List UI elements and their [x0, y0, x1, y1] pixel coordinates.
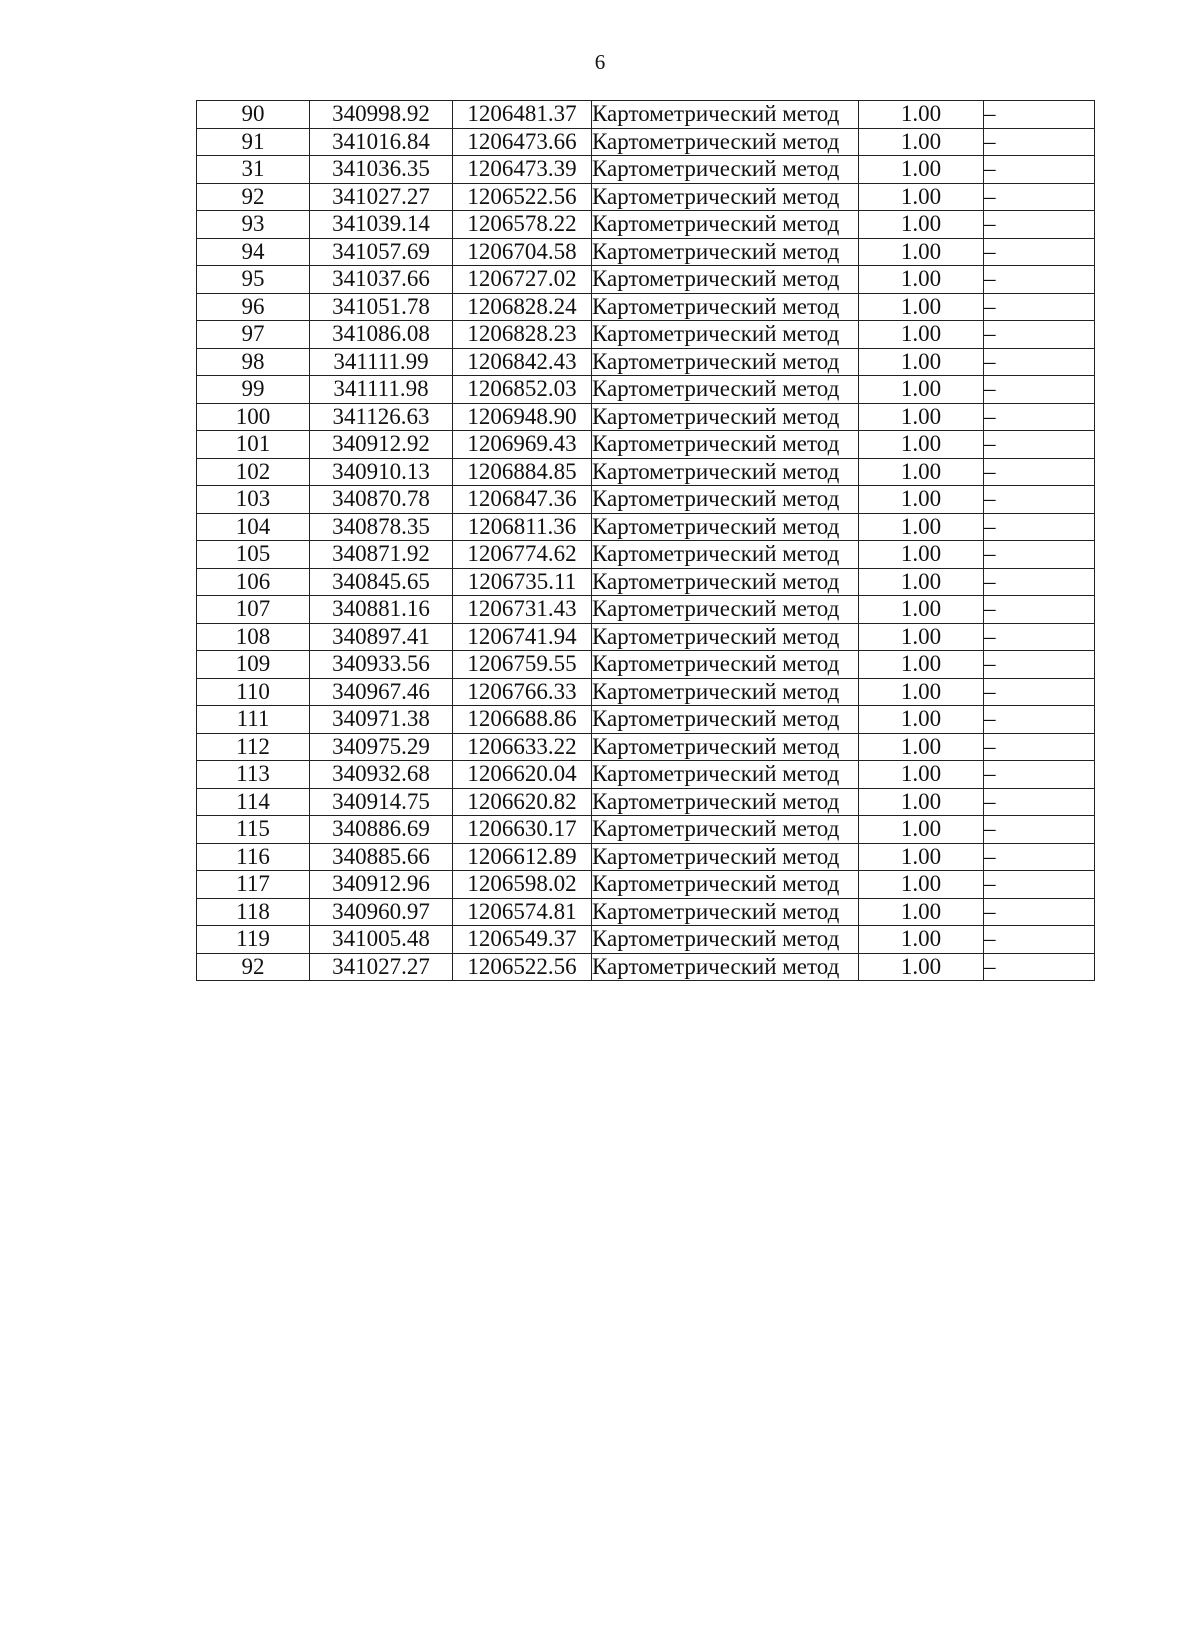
cell-method: Картометрический метод — [592, 211, 859, 239]
cell-method: Картометрический метод — [592, 403, 859, 431]
cell-method: Картометрический метод — [592, 926, 859, 954]
cell-coordinate-x: 341005.48 — [310, 926, 453, 954]
cell-coordinate-x: 340933.56 — [310, 651, 453, 679]
cell-error: 1.00 — [859, 926, 984, 954]
cell-point-number: 97 — [197, 321, 310, 349]
cell-coordinate-y: 1206847.36 — [453, 486, 592, 514]
cell-point-number: 99 — [197, 376, 310, 404]
cell-coordinate-x: 340914.75 — [310, 788, 453, 816]
cell-description: – — [984, 238, 1095, 266]
cell-point-number: 118 — [197, 898, 310, 926]
cell-coordinate-x: 340886.69 — [310, 816, 453, 844]
cell-point-number: 111 — [197, 706, 310, 734]
cell-description: – — [984, 156, 1095, 184]
cell-coordinate-x: 340871.92 — [310, 541, 453, 569]
cell-description: – — [984, 128, 1095, 156]
cell-method: Картометрический метод — [592, 321, 859, 349]
cell-point-number: 103 — [197, 486, 310, 514]
cell-error: 1.00 — [859, 513, 984, 541]
cell-coordinate-x: 341016.84 — [310, 128, 453, 156]
cell-coordinate-x: 340975.29 — [310, 733, 453, 761]
cell-description: – — [984, 788, 1095, 816]
cell-coordinate-x: 340878.35 — [310, 513, 453, 541]
cell-error: 1.00 — [859, 156, 984, 184]
cell-description: – — [984, 266, 1095, 294]
coordinates-table — [196, 100, 1095, 981]
cell-method: Картометрический метод — [592, 788, 859, 816]
cell-method: Картометрический метод — [592, 293, 859, 321]
table-row — [197, 238, 1095, 266]
cell-point-number: 108 — [197, 623, 310, 651]
cell-point-number: 96 — [197, 293, 310, 321]
cell-coordinate-y: 1206735.11 — [453, 568, 592, 596]
table-row — [197, 128, 1095, 156]
table-row — [197, 266, 1095, 294]
table-row — [197, 293, 1095, 321]
cell-description: – — [984, 871, 1095, 899]
cell-coordinate-x: 340845.65 — [310, 568, 453, 596]
cell-error: 1.00 — [859, 953, 984, 981]
cell-error: 1.00 — [859, 623, 984, 651]
table-row — [197, 678, 1095, 706]
cell-description: – — [984, 623, 1095, 651]
cell-coordinate-y: 1206852.03 — [453, 376, 592, 404]
cell-method: Картометрический метод — [592, 486, 859, 514]
cell-error: 1.00 — [859, 266, 984, 294]
cell-coordinate-y: 1206811.36 — [453, 513, 592, 541]
cell-coordinate-x: 340971.38 — [310, 706, 453, 734]
table-row — [197, 596, 1095, 624]
cell-description: – — [984, 706, 1095, 734]
cell-point-number: 109 — [197, 651, 310, 679]
cell-coordinate-y: 1206884.85 — [453, 458, 592, 486]
table-row — [197, 541, 1095, 569]
cell-error: 1.00 — [859, 678, 984, 706]
table-row — [197, 321, 1095, 349]
cell-description: – — [984, 541, 1095, 569]
cell-error: 1.00 — [859, 128, 984, 156]
cell-method: Картометрический метод — [592, 596, 859, 624]
cell-point-number: 117 — [197, 871, 310, 899]
table-row — [197, 651, 1095, 679]
cell-error: 1.00 — [859, 788, 984, 816]
cell-coordinate-y: 1206633.22 — [453, 733, 592, 761]
cell-error: 1.00 — [859, 101, 984, 129]
cell-point-number: 119 — [197, 926, 310, 954]
cell-error: 1.00 — [859, 238, 984, 266]
cell-point-number: 92 — [197, 183, 310, 211]
cell-description: – — [984, 376, 1095, 404]
cell-coordinate-x: 341057.69 — [310, 238, 453, 266]
cell-coordinate-x: 340960.97 — [310, 898, 453, 926]
table-row — [197, 348, 1095, 376]
cell-error: 1.00 — [859, 843, 984, 871]
cell-description: – — [984, 321, 1095, 349]
table-row — [197, 926, 1095, 954]
cell-method: Картометрический метод — [592, 843, 859, 871]
cell-coordinate-x: 341037.66 — [310, 266, 453, 294]
cell-method: Картометрический метод — [592, 761, 859, 789]
table-row — [197, 898, 1095, 926]
cell-coordinate-x: 341086.08 — [310, 321, 453, 349]
cell-method: Картометрический метод — [592, 238, 859, 266]
cell-coordinate-x: 340881.16 — [310, 596, 453, 624]
cell-method: Картометрический метод — [592, 733, 859, 761]
cell-coordinate-y: 1206948.90 — [453, 403, 592, 431]
cell-coordinate-y: 1206473.66 — [453, 128, 592, 156]
cell-error: 1.00 — [859, 568, 984, 596]
table-row — [197, 458, 1095, 486]
cell-point-number: 104 — [197, 513, 310, 541]
cell-description: – — [984, 211, 1095, 239]
cell-point-number: 105 — [197, 541, 310, 569]
table-row — [197, 376, 1095, 404]
cell-coordinate-y: 1206842.43 — [453, 348, 592, 376]
table-row — [197, 788, 1095, 816]
cell-coordinate-x: 341051.78 — [310, 293, 453, 321]
cell-description: – — [984, 898, 1095, 926]
table-row — [197, 486, 1095, 514]
cell-point-number: 91 — [197, 128, 310, 156]
cell-method: Картометрический метод — [592, 816, 859, 844]
cell-description: – — [984, 431, 1095, 459]
cell-description: – — [984, 761, 1095, 789]
page-number: 6 — [594, 50, 606, 74]
cell-error: 1.00 — [859, 403, 984, 431]
cell-coordinate-y: 1206578.22 — [453, 211, 592, 239]
cell-point-number: 101 — [197, 431, 310, 459]
cell-description: – — [984, 953, 1095, 981]
cell-error: 1.00 — [859, 898, 984, 926]
table-row — [197, 431, 1095, 459]
cell-coordinate-y: 1206620.82 — [453, 788, 592, 816]
table-row — [197, 816, 1095, 844]
cell-error: 1.00 — [859, 733, 984, 761]
cell-coordinate-y: 1206688.86 — [453, 706, 592, 734]
cell-method: Картометрический метод — [592, 348, 859, 376]
cell-coordinate-x: 340912.96 — [310, 871, 453, 899]
table-row — [197, 843, 1095, 871]
cell-coordinate-y: 1206630.17 — [453, 816, 592, 844]
cell-method: Картометрический метод — [592, 623, 859, 651]
cell-description: – — [984, 101, 1095, 129]
table-row — [197, 733, 1095, 761]
cell-error: 1.00 — [859, 183, 984, 211]
cell-point-number: 100 — [197, 403, 310, 431]
cell-point-number: 115 — [197, 816, 310, 844]
cell-coordinate-y: 1206766.33 — [453, 678, 592, 706]
cell-point-number: 112 — [197, 733, 310, 761]
cell-point-number: 94 — [197, 238, 310, 266]
cell-coordinate-y: 1206522.56 — [453, 183, 592, 211]
cell-coordinate-y: 1206612.89 — [453, 843, 592, 871]
cell-description: – — [984, 293, 1095, 321]
cell-error: 1.00 — [859, 458, 984, 486]
table-row — [197, 211, 1095, 239]
coordinates-table-body — [197, 101, 1095, 981]
cell-coordinate-y: 1206727.02 — [453, 266, 592, 294]
cell-coordinate-x: 340885.66 — [310, 843, 453, 871]
cell-coordinate-y: 1206620.04 — [453, 761, 592, 789]
cell-method: Картометрический метод — [592, 651, 859, 679]
cell-description: – — [984, 596, 1095, 624]
cell-method: Картометрический метод — [592, 513, 859, 541]
cell-method: Картометрический метод — [592, 128, 859, 156]
cell-point-number: 95 — [197, 266, 310, 294]
table-row — [197, 403, 1095, 431]
table-row — [197, 871, 1095, 899]
cell-description: – — [984, 926, 1095, 954]
cell-method: Картометрический метод — [592, 376, 859, 404]
cell-error: 1.00 — [859, 431, 984, 459]
cell-coordinate-y: 1206473.39 — [453, 156, 592, 184]
cell-point-number: 98 — [197, 348, 310, 376]
cell-coordinate-y: 1206969.43 — [453, 431, 592, 459]
cell-error: 1.00 — [859, 816, 984, 844]
cell-point-number: 106 — [197, 568, 310, 596]
cell-point-number: 92 — [197, 953, 310, 981]
cell-coordinate-y: 1206731.43 — [453, 596, 592, 624]
cell-description: – — [984, 458, 1095, 486]
table-row — [197, 706, 1095, 734]
cell-error: 1.00 — [859, 761, 984, 789]
table-row — [197, 513, 1095, 541]
cell-error: 1.00 — [859, 871, 984, 899]
cell-method: Картометрический метод — [592, 568, 859, 596]
cell-coordinate-x: 340897.41 — [310, 623, 453, 651]
table-row — [197, 623, 1095, 651]
table-row — [197, 761, 1095, 789]
cell-coordinate-y: 1206828.24 — [453, 293, 592, 321]
cell-description: – — [984, 816, 1095, 844]
cell-coordinate-y: 1206549.37 — [453, 926, 592, 954]
cell-coordinate-x: 341039.14 — [310, 211, 453, 239]
cell-point-number: 93 — [197, 211, 310, 239]
cell-method: Картометрический метод — [592, 101, 859, 129]
table-row — [197, 568, 1095, 596]
cell-error: 1.00 — [859, 211, 984, 239]
cell-method: Картометрический метод — [592, 898, 859, 926]
cell-method: Картометрический метод — [592, 431, 859, 459]
cell-error: 1.00 — [859, 376, 984, 404]
table-row — [197, 183, 1095, 211]
cell-coordinate-y: 1206759.55 — [453, 651, 592, 679]
cell-coordinate-x: 340910.13 — [310, 458, 453, 486]
cell-method: Картометрический метод — [592, 458, 859, 486]
cell-method: Картометрический метод — [592, 183, 859, 211]
cell-description: – — [984, 678, 1095, 706]
cell-description: – — [984, 403, 1095, 431]
cell-description: – — [984, 183, 1095, 211]
cell-description: – — [984, 843, 1095, 871]
cell-error: 1.00 — [859, 651, 984, 679]
cell-description: – — [984, 733, 1095, 761]
cell-method: Картометрический метод — [592, 871, 859, 899]
cell-point-number: 102 — [197, 458, 310, 486]
cell-method: Картометрический метод — [592, 678, 859, 706]
cell-coordinate-x: 341027.27 — [310, 183, 453, 211]
cell-coordinate-y: 1206828.23 — [453, 321, 592, 349]
cell-error: 1.00 — [859, 293, 984, 321]
cell-method: Картометрический метод — [592, 541, 859, 569]
cell-coordinate-y: 1206522.56 — [453, 953, 592, 981]
cell-point-number: 113 — [197, 761, 310, 789]
cell-method: Картометрический метод — [592, 266, 859, 294]
cell-coordinate-y: 1206741.94 — [453, 623, 592, 651]
table-row — [197, 156, 1095, 184]
cell-method: Картометрический метод — [592, 706, 859, 734]
cell-description: – — [984, 513, 1095, 541]
cell-coordinate-y: 1206481.37 — [453, 101, 592, 129]
cell-method: Картометрический метод — [592, 953, 859, 981]
cell-description: – — [984, 486, 1095, 514]
cell-error: 1.00 — [859, 596, 984, 624]
cell-point-number: 31 — [197, 156, 310, 184]
cell-description: – — [984, 348, 1095, 376]
cell-coordinate-x: 341027.27 — [310, 953, 453, 981]
cell-coordinate-y: 1206598.02 — [453, 871, 592, 899]
cell-point-number: 116 — [197, 843, 310, 871]
cell-coordinate-y: 1206774.62 — [453, 541, 592, 569]
table-row — [197, 101, 1095, 129]
cell-coordinate-x: 340870.78 — [310, 486, 453, 514]
cell-description: – — [984, 651, 1095, 679]
cell-coordinate-x: 341111.99 — [310, 348, 453, 376]
cell-point-number: 90 — [197, 101, 310, 129]
cell-point-number: 107 — [197, 596, 310, 624]
cell-coordinate-x: 341126.63 — [310, 403, 453, 431]
cell-coordinate-y: 1206704.58 — [453, 238, 592, 266]
cell-description: – — [984, 568, 1095, 596]
cell-error: 1.00 — [859, 348, 984, 376]
cell-coordinate-x: 341036.35 — [310, 156, 453, 184]
cell-point-number: 114 — [197, 788, 310, 816]
cell-error: 1.00 — [859, 321, 984, 349]
cell-coordinate-x: 340998.92 — [310, 101, 453, 129]
cell-error: 1.00 — [859, 486, 984, 514]
cell-coordinate-y: 1206574.81 — [453, 898, 592, 926]
cell-method: Картометрический метод — [592, 156, 859, 184]
cell-coordinate-x: 341111.98 — [310, 376, 453, 404]
cell-point-number: 110 — [197, 678, 310, 706]
cell-coordinate-x: 340967.46 — [310, 678, 453, 706]
cell-coordinate-x: 340932.68 — [310, 761, 453, 789]
cell-error: 1.00 — [859, 541, 984, 569]
cell-error: 1.00 — [859, 706, 984, 734]
cell-coordinate-x: 340912.92 — [310, 431, 453, 459]
table-row — [197, 953, 1095, 981]
